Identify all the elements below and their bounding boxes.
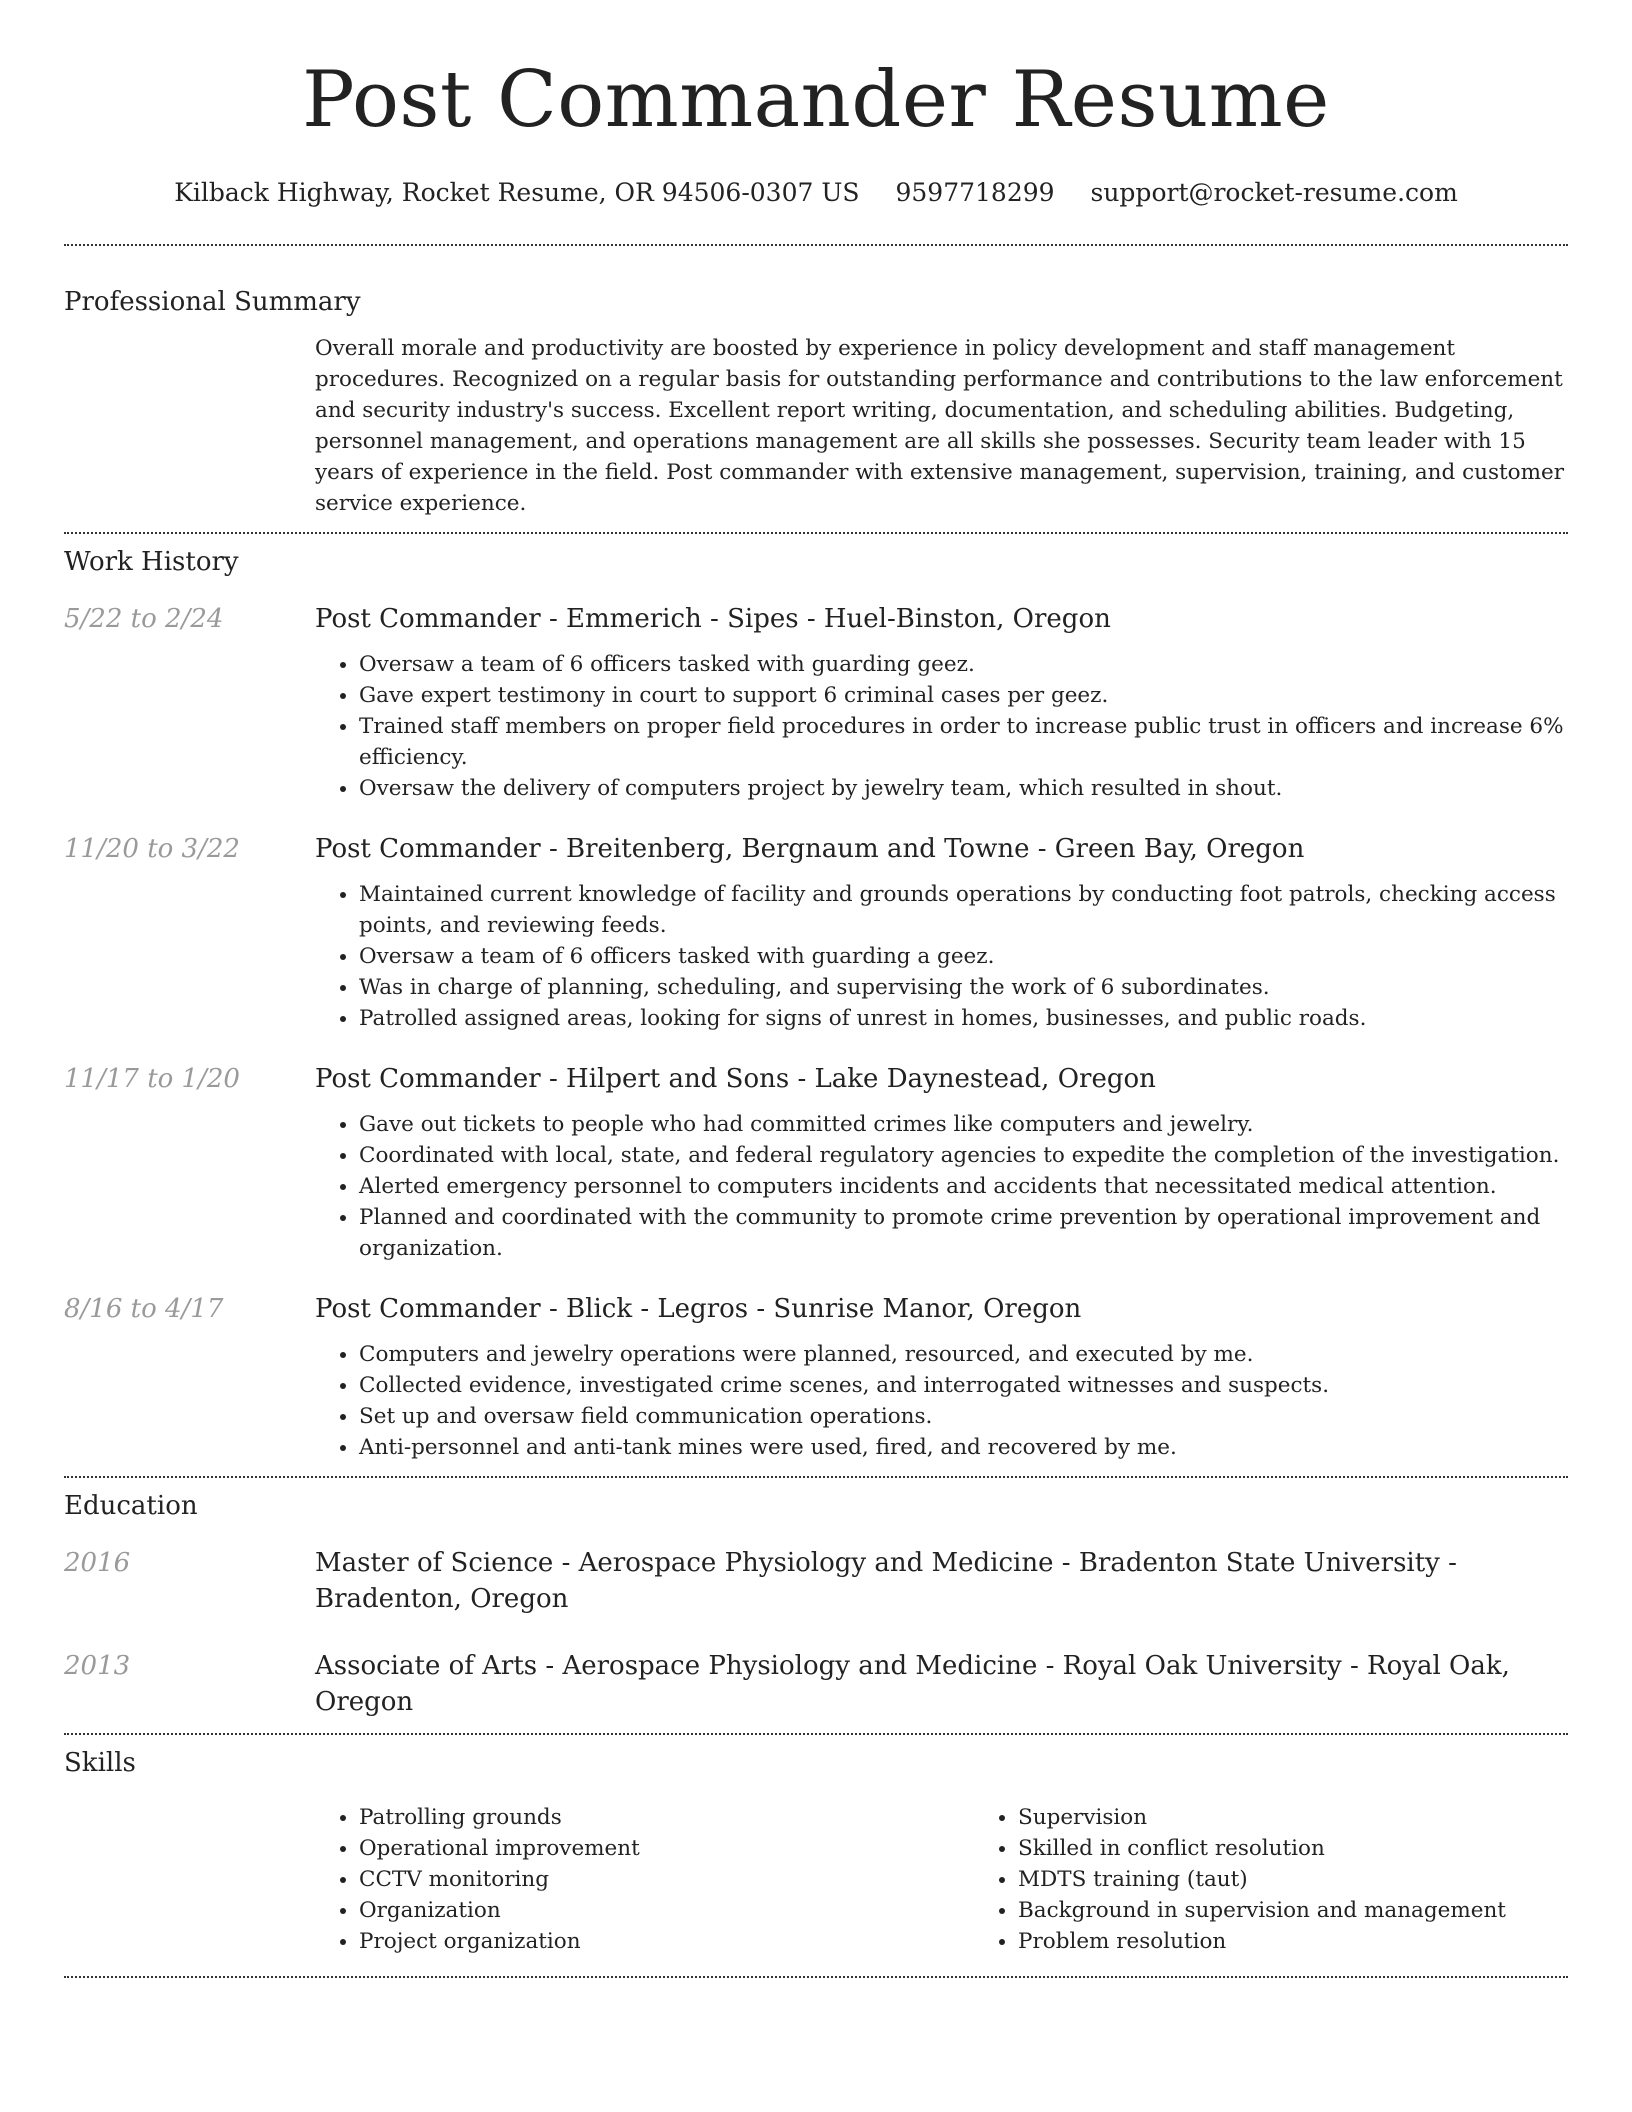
list-item: • Anti-personnel and anti-tank mines were used, fired, and recovered by me. xyxy=(359,1432,1568,1463)
divider xyxy=(64,244,1568,246)
education-degree: Master of Science - Aerospace Physiology and Medicine - Bradenton State University - Bradenton, Oregon xyxy=(315,1548,1457,1614)
list-item: • Oversaw a team of 6 officers tasked with guarding a geez. xyxy=(359,941,1568,972)
skill-item: • Patrolling grounds xyxy=(359,1802,974,1833)
list-item: • Oversaw the delivery of computers project by jewelry team, which resulted in shout. xyxy=(359,773,1568,804)
job-dates: 8/16 to 4/17 xyxy=(64,1294,224,1324)
skills-list-left xyxy=(315,1802,974,1957)
job-dates: 5/22 to 2/24 xyxy=(64,604,224,634)
job-bullets xyxy=(315,879,1568,1034)
contact-line xyxy=(64,176,1568,210)
job-bullets xyxy=(315,1109,1568,1264)
job-bullets xyxy=(315,649,1568,804)
job-dates: 11/20 to 3/22 xyxy=(64,834,240,864)
list-item: • Oversaw a team of 6 officers tasked with guarding geez. xyxy=(359,649,1568,680)
email: support@rocket-resume.com xyxy=(1090,178,1458,207)
divider xyxy=(64,1476,1568,1478)
job-title: Post Commander - Blick - Legros - Sunrise Manor, Oregon xyxy=(315,1294,1082,1324)
list-item: • Trained staff members on proper field procedures in order to increase public trust in officers and increase 6% efficiency. xyxy=(359,711,1568,773)
list-item: • Maintained current knowledge of facility and grounds operations by conducting foot patrols, checking access points, and reviewing feeds. xyxy=(359,879,1568,941)
divider xyxy=(64,1733,1568,1735)
education-year: 2013 xyxy=(64,1651,131,1681)
divider xyxy=(64,532,1568,534)
skill-item: • CCTV monitoring xyxy=(359,1864,974,1895)
skill-item: • Organization xyxy=(359,1895,974,1926)
list-item: • Gave expert testimony in court to support 6 criminal cases per geez. xyxy=(359,680,1568,711)
summary-text: Overall morale and productivity are boosted by experience in policy development and staff management procedures. Recognized on a regular basis for outstanding performance and contributions to the law enforcement and security industry's success. Excellent report writing, documentation, and scheduling abilities. Budgeting, personnel management, and operations management are all skills she possesses. Security team leader with 15 years of experience in the field. Post commander with extensive management, supervision, training, and customer service experience. xyxy=(315,336,1564,516)
job-bullets xyxy=(315,1339,1568,1463)
skill-item: • Skilled in conflict resolution xyxy=(1018,1833,1632,1864)
education-entry xyxy=(64,1648,1568,1720)
list-item: • Computers and jewelry operations were planned, resourced, and executed by me. xyxy=(359,1339,1568,1370)
job-title: Post Commander - Emmerich - Sipes - Huel-Binston, Oregon xyxy=(315,604,1111,634)
skill-item: • Operational improvement xyxy=(359,1833,974,1864)
skill-item: • Supervision xyxy=(1018,1802,1632,1833)
education-section xyxy=(64,1489,1568,1720)
job-entry xyxy=(64,831,1568,1034)
education-entry xyxy=(64,1545,1568,1617)
divider xyxy=(64,1976,1568,1978)
job-entry xyxy=(64,1291,1568,1463)
resume-title: Post Commander Resume xyxy=(302,55,1330,145)
job-dates: 11/17 to 1/20 xyxy=(64,1064,240,1094)
skill-item: • MDTS training (taut) xyxy=(1018,1864,1632,1895)
education-heading: Education xyxy=(64,1491,198,1521)
list-item: • Gave out tickets to people who had committed crimes like computers and jewelry. xyxy=(359,1109,1568,1140)
skill-item: • Problem resolution xyxy=(1018,1926,1632,1957)
list-item: • Patrolled assigned areas, looking for signs of unrest in homes, businesses, and public roads. xyxy=(359,1003,1568,1034)
list-item: • Coordinated with local, state, and federal regulatory agencies to expedite the completion of the investigation. xyxy=(359,1140,1568,1171)
work-section xyxy=(64,545,1568,1463)
job-entry xyxy=(64,1061,1568,1264)
summary-section xyxy=(64,285,1568,519)
summary-heading: Professional Summary xyxy=(64,287,361,317)
skill-item: • Project organization xyxy=(359,1926,974,1957)
education-year: 2016 xyxy=(64,1548,131,1578)
job-title: Post Commander - Breitenberg, Bergnaum and Towne - Green Bay, Oregon xyxy=(315,834,1305,864)
job-entry xyxy=(64,601,1568,804)
list-item: • Was in charge of planning, scheduling, and supervising the work of 6 subordinates. xyxy=(359,972,1568,1003)
list-item: • Collected evidence, investigated crime scenes, and interrogated witnesses and suspects. xyxy=(359,1370,1568,1401)
skills-heading: Skills xyxy=(64,1748,136,1778)
skills-section xyxy=(64,1746,1568,1957)
list-item: • Alerted emergency personnel to computers incidents and accidents that necessitated medical attention. xyxy=(359,1171,1568,1202)
phone: 9597718299 xyxy=(895,178,1055,207)
address: Kilback Highway, Rocket Resume, OR 94506-0307 US xyxy=(174,178,860,207)
education-degree: Associate of Arts - Aerospace Physiology and Medicine - Royal Oak University - Royal Oak, Oregon xyxy=(315,1651,1510,1717)
list-item: • Set up and oversaw field communication operations. xyxy=(359,1401,1568,1432)
skill-item: • Background in supervision and management xyxy=(1018,1895,1632,1926)
job-title: Post Commander - Hilpert and Sons - Lake Daynestead, Oregon xyxy=(315,1064,1156,1094)
work-heading: Work History xyxy=(64,547,239,577)
skills-list-right xyxy=(974,1802,1632,1957)
list-item: • Planned and coordinated with the community to promote crime prevention by operational improvement and organization. xyxy=(359,1202,1568,1264)
